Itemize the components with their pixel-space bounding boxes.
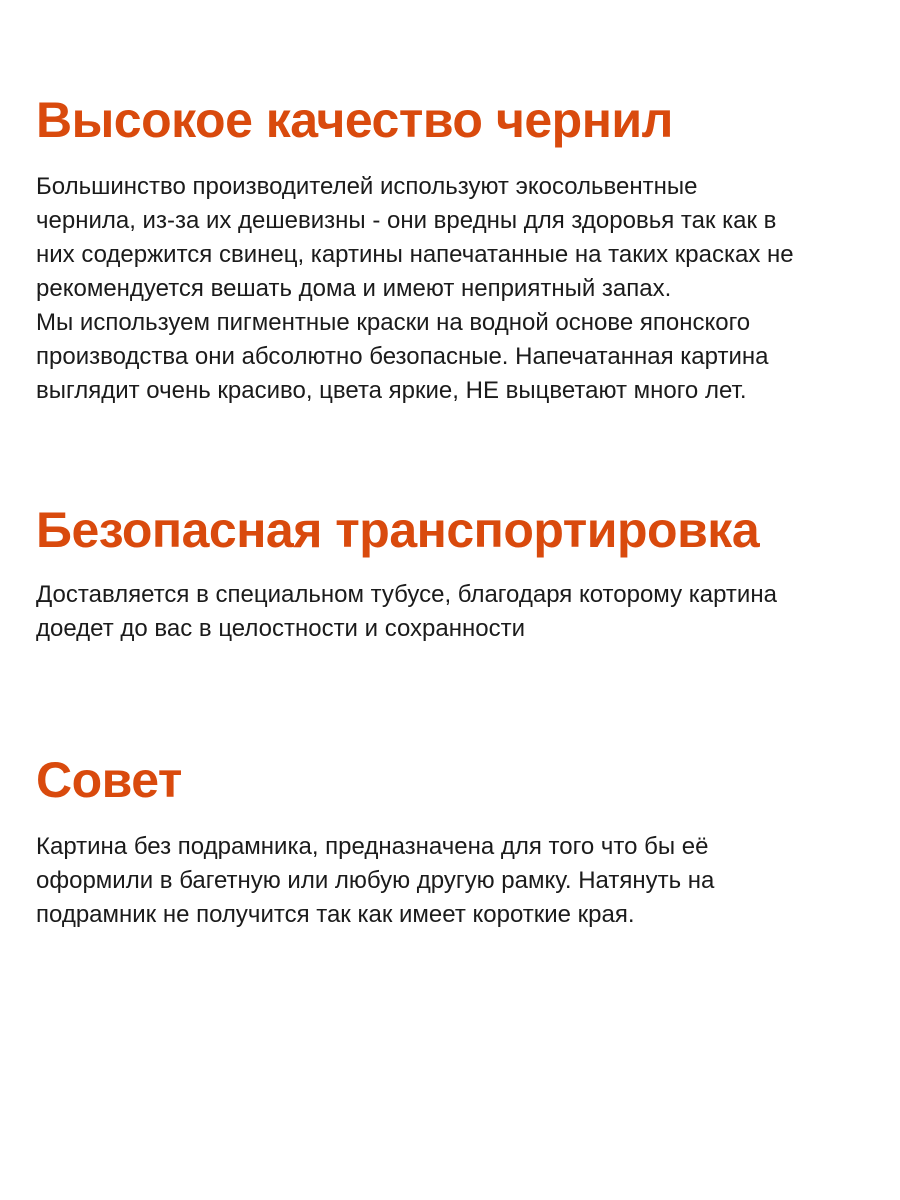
section-text-ink-quality (36, 170, 876, 408)
text-line: рекомендуется вешать дома и имеют неприятный запах. (36, 275, 672, 302)
text-line: доедет до вас в целостности и сохранности (36, 615, 525, 642)
section-text-tip (36, 830, 876, 932)
text-line: Мы используем пигментные краски на водной основе японского (36, 309, 751, 336)
text-line: Доставляется в специальном тубусе, благодаря которому картина (36, 581, 777, 608)
text-line: выглядит очень красиво, цвета яркие, НЕ выцветают много лет. (36, 377, 747, 404)
section-text-safe-shipping (36, 578, 876, 646)
section-tip (36, 750, 876, 932)
section-ink-quality (36, 90, 876, 408)
text-line: подрамник не получится так как имеет короткие края. (36, 901, 635, 928)
text-line: производства они абсолютно безопасные. Напечатанная картина (36, 343, 769, 370)
text-line: оформили в багетную или любую другую рамку. Натянуть на (36, 867, 715, 894)
section-title-ink-quality: Высокое качество чернил (36, 92, 673, 148)
text-line: Картина без подрамника, предназначена для того что бы её (36, 833, 709, 860)
section-safe-shipping (36, 500, 876, 646)
text-line: Большинство производителей используют экосольвентные (36, 173, 698, 200)
section-title-tip: Совет (36, 752, 182, 808)
text-line: них содержится свинец, картины напечатанные на таких красках не (36, 241, 794, 268)
section-title-safe-shipping: Безопасная транспортировка (36, 502, 760, 558)
text-line: чернила, из-за их дешевизны - они вредны для здоровья так как в (36, 207, 777, 234)
